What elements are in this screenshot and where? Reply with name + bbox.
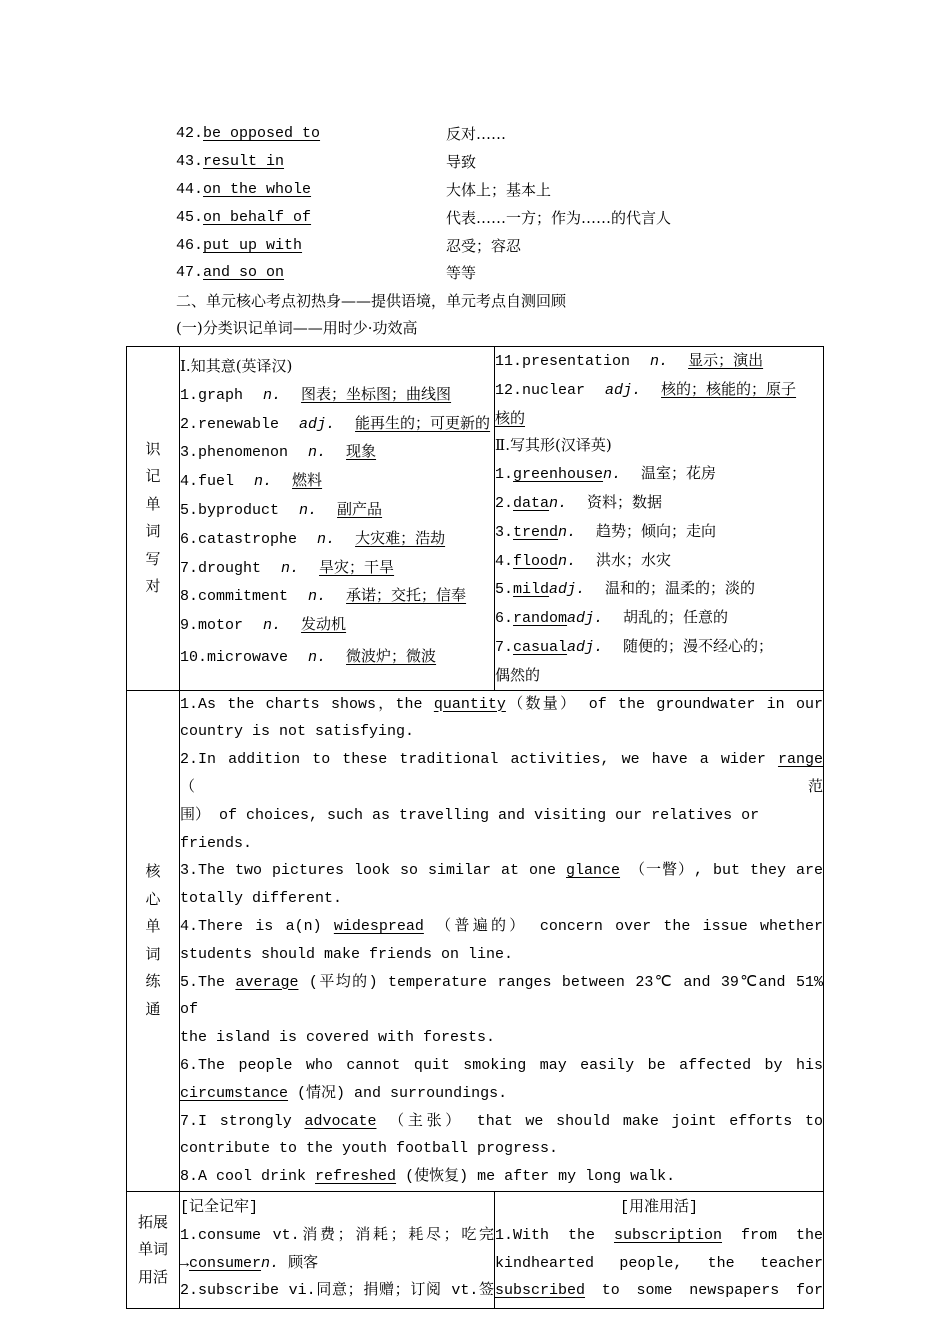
phrase-english: and so on bbox=[203, 264, 285, 281]
vocab-item: 9.motor n. 发动机 bbox=[180, 615, 347, 635]
side-char: 通 bbox=[145, 999, 161, 1018]
vocab-item: 3.phenomenon n. 现象 bbox=[180, 442, 377, 462]
table-row bbox=[127, 690, 824, 1191]
arrow-icon: → bbox=[180, 1254, 190, 1272]
phrase-number: 43. bbox=[176, 153, 204, 170]
vocab-item-continuation: 核的 bbox=[495, 408, 526, 427]
vocab-item: 5.mildadj. 温和的；温柔的；淡的 bbox=[495, 579, 756, 599]
side-char: 练 bbox=[145, 972, 161, 991]
phrase-chinese: 等等 bbox=[446, 264, 477, 282]
side-char: 心 bbox=[145, 889, 161, 908]
side-char: 拓展 bbox=[137, 1212, 168, 1231]
memorize-line: 1.consume vt.消费；消耗；耗尽；吃完 bbox=[180, 1226, 494, 1244]
sentence-line: 8.A cool drink refreshed (使恢复) me after my long walk. bbox=[180, 1168, 676, 1186]
vocab-item: 10.microwave n. 微波炉；微波 bbox=[180, 646, 437, 666]
phrase-chinese: 导致 bbox=[446, 153, 477, 171]
vocab-item: 1.graph n. 图表；坐标图；曲线图 bbox=[180, 384, 452, 404]
memorize-line: →consumern. 顾客 bbox=[180, 1254, 319, 1272]
vocab-item: 6.catastrophe n. 大灾难；浩劫 bbox=[180, 528, 446, 548]
side-char: 识 bbox=[145, 439, 161, 458]
vocab-item: 5.byproduct n. 副产品 bbox=[180, 499, 383, 519]
usage-title: [用准用活] bbox=[619, 1198, 698, 1216]
subsection-title: (一)分类识记单词——用时少·功效高 bbox=[176, 319, 418, 337]
phrase-number: 42. bbox=[176, 125, 204, 142]
phrase-item bbox=[176, 180, 311, 200]
vocab-item: 6.randomadj. 胡乱的；任意的 bbox=[495, 608, 729, 628]
vocab-item: 7.drought n. 旱灾；干旱 bbox=[180, 557, 395, 577]
sentence-line: 4.There is a(n) widespread （普遍的） concern over the issue whether bbox=[180, 917, 823, 935]
sentence-line: 7.I strongly advocate （主张） that we should make joint efforts to bbox=[180, 1112, 823, 1130]
sentence-line: 5.The average (平均的) temperature ranges between 23℃ and 39℃and 51% of bbox=[180, 973, 823, 1019]
usage-cell bbox=[495, 1191, 824, 1308]
sentence-line: the island is covered with forests. bbox=[180, 1029, 496, 1047]
vocab-item: 11.presentation n. 显示；演出 bbox=[495, 351, 764, 370]
phrase-english: be opposed to bbox=[203, 125, 321, 142]
memorize-title: [记全记牢] bbox=[180, 1198, 259, 1216]
side-char: 记 bbox=[145, 467, 161, 486]
side-label-recognize bbox=[127, 347, 180, 691]
memorize-cell bbox=[180, 1191, 495, 1308]
usage-line: subscribed to some newspapers for bbox=[495, 1282, 823, 1300]
side-char: 写 bbox=[145, 549, 161, 568]
phrase-chinese: 反对…… bbox=[446, 125, 507, 143]
memorize-line: 2.subscribe vi.同意；捐赠；订阅 vt.签 bbox=[180, 1282, 494, 1300]
side-char: 单 bbox=[145, 494, 161, 513]
vocab-item: 3.trendn. 趋势；倾向；走向 bbox=[495, 521, 717, 541]
phrase-english: put up with bbox=[203, 237, 303, 254]
side-char: 词 bbox=[145, 944, 161, 963]
phrase-item bbox=[176, 208, 311, 228]
vocabulary-table bbox=[126, 346, 824, 1309]
vocab-item: 4.fuel n. 燃料 bbox=[180, 471, 323, 491]
phrase-number: 45. bbox=[176, 209, 204, 226]
vocab-item: 8.commitment n. 承诺；交托；信奉 bbox=[180, 586, 467, 606]
sentence-line: 1.As the charts shows，the quantity（数量） of the groundwater in our bbox=[180, 695, 823, 713]
side-char: 单词 bbox=[137, 1240, 168, 1259]
phrase-english: result in bbox=[203, 153, 285, 170]
table-row bbox=[127, 347, 824, 691]
phrase-item bbox=[176, 152, 284, 172]
side-char: 用活 bbox=[137, 1267, 168, 1286]
sentence-line: 围） of choices, such as travelling and visiting our relatives or friends. bbox=[180, 806, 760, 852]
sentence-line: 3.The two pictures look so similar at one glance （一瞥）, but they are bbox=[180, 862, 823, 880]
sentence-line: totally different. bbox=[180, 890, 343, 908]
part1-cell bbox=[180, 347, 495, 691]
part2-title: Ⅱ.写其形(汉译英) bbox=[495, 436, 612, 455]
vocab-item-continuation: 偶然的 bbox=[495, 665, 541, 684]
usage-line: 1.With the subscription from the bbox=[495, 1226, 823, 1244]
sentence-line: students should make friends on line. bbox=[180, 945, 514, 963]
phrase-item bbox=[176, 236, 302, 256]
phrase-chinese: 大体上；基本上 bbox=[446, 181, 552, 199]
section-title: 二、单元核心考点初热身——提供语境，单元考点自测回顾 bbox=[176, 292, 567, 310]
sentence-line: 6.The people who cannot quit smoking may easily be affected by his bbox=[180, 1056, 823, 1074]
vocab-item: 1.greenhousen. 温室；花房 bbox=[495, 464, 717, 484]
phrase-chinese: 忍受；容忍 bbox=[446, 237, 522, 255]
side-char: 对 bbox=[145, 577, 161, 596]
vocab-item: 2.datan. 资料；数据 bbox=[495, 492, 663, 512]
sentence-line: circumstance (情况) and surroundings. bbox=[180, 1084, 508, 1102]
side-char: 词 bbox=[145, 522, 161, 541]
vocab-item: 7.casualadj. 随便的；漫不经心的； bbox=[495, 636, 774, 656]
sentence-line: 2.In addition to these traditional activities, we have a wider range （范 bbox=[180, 751, 823, 796]
usage-line: kindhearted people, the teacher bbox=[495, 1254, 823, 1272]
phrase-english: on behalf of bbox=[203, 209, 312, 226]
phrase-item bbox=[176, 124, 320, 144]
sentence-line: contribute to the youth football progress. bbox=[180, 1140, 559, 1158]
sentence-line: country is not satisfying. bbox=[180, 723, 415, 741]
vocab-item: 12.nuclear adj. 核的；核能的；原子 bbox=[495, 379, 797, 399]
part2-cell bbox=[495, 347, 824, 691]
phrase-chinese: 代表……一方；作为……的代言人 bbox=[446, 209, 672, 227]
part1-title: Ⅰ.知其意(英译汉) bbox=[180, 357, 293, 375]
vocab-item: 4.floodn. 洪水；水灾 bbox=[495, 550, 672, 570]
phrase-number: 46. bbox=[176, 237, 204, 254]
phrase-item bbox=[176, 263, 284, 283]
side-char: 核 bbox=[145, 862, 161, 881]
sentences-cell bbox=[180, 690, 824, 1191]
phrase-number: 47. bbox=[176, 264, 204, 281]
side-label-core bbox=[127, 690, 180, 1191]
phrase-english: on the whole bbox=[203, 181, 312, 198]
side-char: 单 bbox=[145, 917, 161, 936]
side-label-extend bbox=[127, 1191, 180, 1308]
vocab-item: 2.renewable adj. 能再生的；可更新的 bbox=[180, 413, 491, 433]
phrase-number: 44. bbox=[176, 181, 204, 198]
table-row bbox=[127, 1191, 824, 1308]
